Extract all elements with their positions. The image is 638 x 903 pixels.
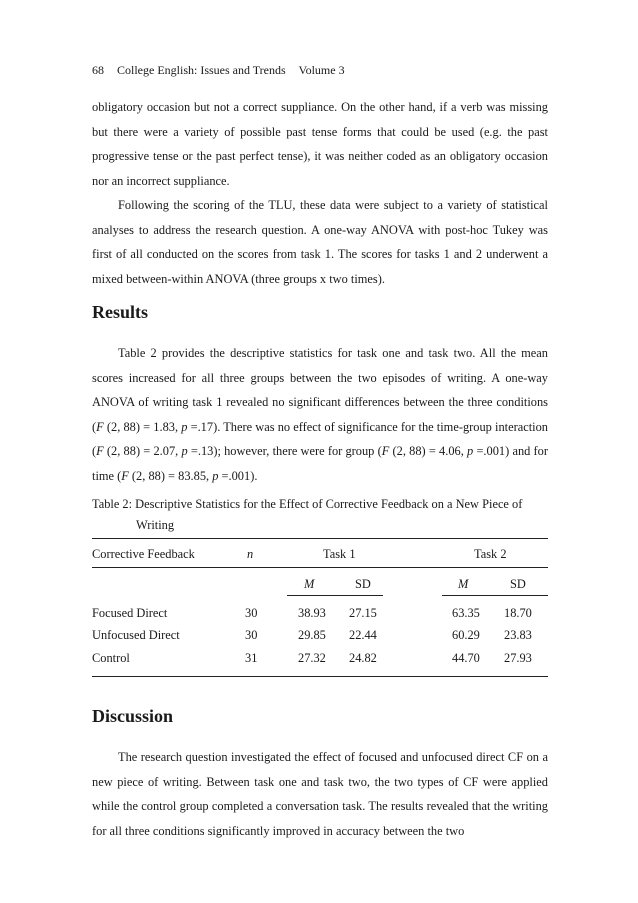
journal-title: College English: Issues and Trends	[117, 63, 286, 77]
table-row-label: Focused Direct	[92, 606, 168, 620]
task1-subrule	[287, 595, 383, 596]
table-row-n: 30	[245, 606, 258, 620]
table-row-label: Control	[92, 651, 130, 665]
paragraph-discussion: The research question investigated the effect of focused and unfocused direct CF on a new piece of writing. Between task one and task two, the two types of CF were applied while the control group completed a conversation task. The results revealed that the writing for all three conditions significantly improved in accuracy between the two	[92, 750, 548, 838]
task2-subrule	[442, 595, 548, 596]
header-task2-sd: SD	[510, 577, 526, 591]
volume-label: Volume 3	[298, 63, 345, 77]
header-task1-m: M	[304, 577, 315, 591]
header-task2: Task 2	[474, 547, 507, 561]
header-task1-sd: SD	[355, 577, 371, 591]
table-row-task1-sd: 22.44	[349, 628, 377, 642]
header-n: n	[247, 547, 254, 561]
header-task2-m: M	[458, 577, 469, 591]
results-heading: Results	[92, 302, 149, 322]
discussion-heading: Discussion	[92, 706, 174, 726]
paragraph-obligatory-occasion: obligatory occasion but not a correct suppliance. On the other hand, if a verb was missing but there were a variety of possible past tense forms that could be used (e.g. the past progressive tense or the past perfect tense), it was neither coded as an obligatory occasion nor an incorrect suppliance.	[92, 100, 548, 188]
table-caption	[92, 494, 548, 536]
table-row-task1-m: 27.32	[298, 651, 326, 665]
table-row-task2-m: 44.70	[452, 651, 480, 665]
table-row-task2-m: 60.29	[452, 628, 480, 642]
table-row-task1-m: 29.85	[298, 628, 326, 642]
running-head	[92, 63, 355, 78]
table-top-rule	[92, 538, 548, 539]
table-bottom-rule	[92, 676, 548, 677]
table-row-task1-m: 38.93	[298, 606, 326, 620]
table-caption-line1: Table 2: Descriptive Statistics for the Effect of Corrective Feedback on a New Piece of	[92, 497, 523, 511]
table-row-task2-sd: 27.93	[504, 651, 532, 665]
table-row-task2-m: 63.35	[452, 606, 480, 620]
table-row-task2-sd: 18.70	[504, 606, 532, 620]
table-row-label: Unfocused Direct	[92, 628, 180, 642]
table-row-task1-sd: 27.15	[349, 606, 377, 620]
paragraph-results: Table 2 provides the descriptive statistics for task one and task two. All the mean scores increased for all three groups between the two episodes of writing. A one-way ANOVA of writing task 1 revealed no significant differences between the three conditions (F (2, 88) = 1.83, p =.17). There was no effect of significance for the time-group interaction (F (2, 88) = 2.07, p =.13); however, there were for group (F (2, 88) = 4.06, p =.001) and for time (F (2, 88) = 83.85, p =.001).	[92, 346, 548, 483]
table-caption-line2: Writing	[136, 518, 175, 532]
page-number: 68	[92, 63, 104, 77]
table-row-task1-sd: 24.82	[349, 651, 377, 665]
table-row-task2-sd: 23.83	[504, 628, 532, 642]
header-task1: Task 1	[323, 547, 356, 561]
table-row-n: 31	[245, 651, 258, 665]
table-row-n: 30	[245, 628, 258, 642]
header-corrective-feedback: Corrective Feedback	[92, 547, 195, 561]
paragraph-analysis: Following the scoring of the TLU, these data were subject to a variety of statistical analyses to address the research question. A one-way ANOVA with post-hoc Tukey was first of all conducted on the scores from task 1. The scores for tasks 1 and 2 underwent a mixed between-within ANOVA (three groups x two times).	[92, 198, 548, 286]
header-rule	[92, 567, 548, 568]
